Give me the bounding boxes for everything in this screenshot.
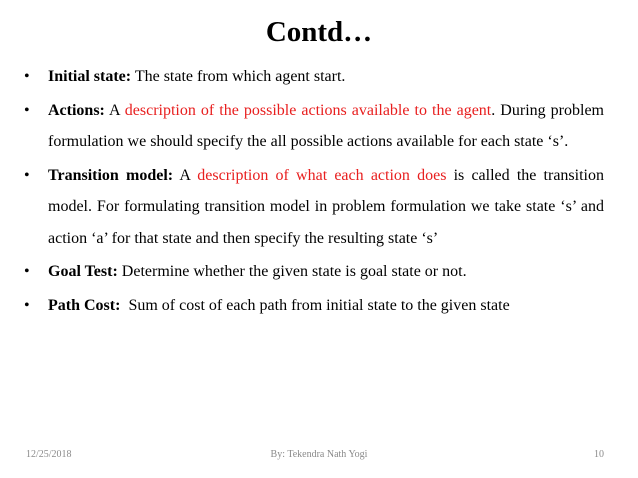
slide-title: Contd… [265,16,373,48]
bullet-text: The state from which agent start. [131,68,346,85]
footer-page-number: 10 [594,449,604,460]
footer-author: By: Tekendra Nath Yogi [270,449,368,460]
bullet-term: Transition model: [48,166,174,184]
bullet-term: Path Cost: [48,296,121,314]
bullet-term: Goal Test: [48,263,118,280]
bullet-highlight: description of the possible actions available to the agent [124,101,492,119]
bullet-initial-state [22,61,604,93]
bullet-text-post: . During problem formulation we should specify the all possible actions available for each state ‘s’. [48,101,605,150]
bullet-goal-test [22,256,604,288]
bullet-highlight: description of what each action does [197,166,447,184]
bullet-icon: • [24,68,30,85]
bullet-text-pre: A [104,101,125,119]
bullet-icon: • [24,263,30,280]
bullet-actions [22,95,604,158]
bullet-term: Initial state: [48,68,132,85]
bullet-icon: • [24,296,30,314]
footer-date: 12/25/2018 [26,449,72,460]
bullet-list [22,61,604,321]
bullet-text-post: is called the transition model. For formulating transition model in problem formulation we take state ‘s’ and action ‘a’ for that state and then specify the resulting state ‘s’ [48,166,604,247]
bullet-text: Sum of cost of each path from initial state to the given state [120,296,510,314]
bullet-text-pre: A [173,166,198,184]
bullet-path-cost [22,290,604,322]
bullet-term: Actions: [48,101,105,119]
bullet-transition-model [22,160,604,255]
bullet-icon: • [24,101,30,119]
bullet-text: Determine whether the given state is goal state or not. [117,263,467,280]
bullet-icon: • [24,166,30,184]
